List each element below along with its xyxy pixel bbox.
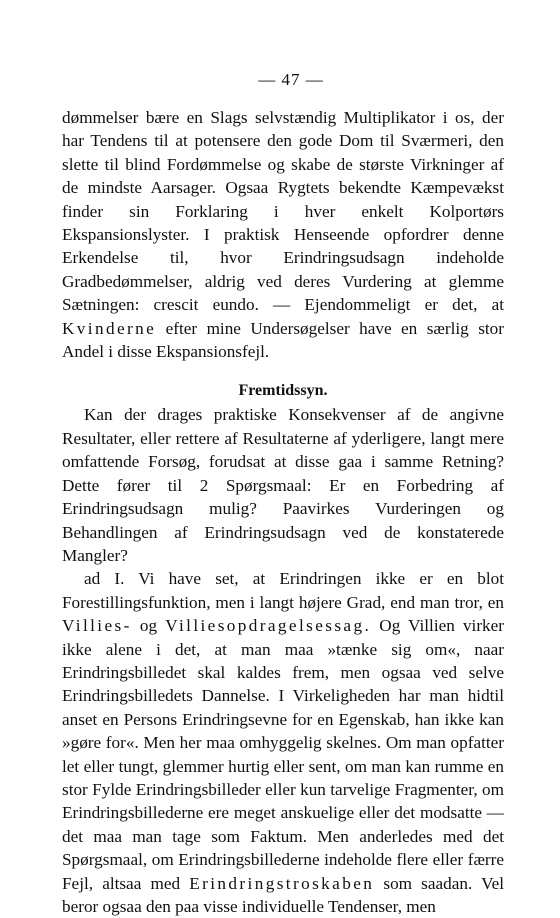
emphasized-word: Villiesopdragelsessag. — [165, 616, 372, 636]
book-page — [62, 70, 504, 918]
paragraph-memory-will — [62, 567, 504, 918]
emphasized-word: Villies- — [62, 616, 132, 636]
paragraph-text: Og Villien virker ikke alene i det, at man maa »tænke sig om«, naar Erindringsbilledet skal kaldes frem, men ogsaa ved selve Erindringsbilledets Dannelse. I Virkeligheden har man hidtil anset en Persons Erindringsevne for en Egenskab, han ikke kan »gøre for«. Men her maa omhyggelig skelnes. Om man opfatter let eller tungt, glemmer hurtig eller sent, om man kan rumme en stor Fylde Erindringsbilleder eller kun tarvelige Fragmenter, om Erindringsbillederne ere meget anskuelige eller det modsatte — det maa man tage som Faktum. Men anderledes med det Spørgsmaal, om Erindringsbillederne indeholde flere eller færre Fejl, altsaa med — [62, 616, 505, 893]
emphasized-word: Erindringstroskaben — [189, 873, 375, 893]
page-number: — 47 — — [258, 70, 324, 89]
paragraph-continued — [62, 106, 504, 363]
paragraph-questions: Kan der drages praktiske Konsekvenser af de angivne Resultater, eller rettere af Resultaterne af yderligere, langt mere omfattende Forsøg, forudsat at disse gaa i samme Retning? Dette fører til 2 Spørgsmaal: Er en Forbedring af Erindringsudsagn mulig? Paavirkes Vurderingen og Behandlingen af Erindringsudsagn ved de konstaterede Mangler? — [62, 405, 504, 565]
emphasized-word: Kvinderne — [62, 318, 157, 338]
paragraph-text: dømmelser bære en Slags selvstændig Multiplikator i os, der har Tendens til at potensere den gode Dom til Sværmeri, den slette til blind Fordømmelse og skabe de største Virkninger af de mindste Aarsager. Ogsaa Rygtets bekendte Kæmpevækst finder sin Forklaring i hver enkelt Kolportørs Ekspansionslyster. I praktisk Henseende opfordrer denne Erkendelse til, hvor Erindringsudsagn indeholde Gradbedømmelser, aldrig ved deres Vurdering at glemme Sætningen: crescit eundo. — Ejendommeligt er det, at — [62, 108, 504, 315]
paragraph-text: ad I. Vi have set, at Erindringen ikke er en blot Forestillingsfunktion, men i langt højere Grad, end man tror, en — [62, 569, 504, 612]
paragraph-text: og — [131, 616, 166, 636]
paragraph-text: som saadan. Vel beror ogsaa den paa visse individuelle Tendenser, men — [62, 873, 504, 916]
section-heading: Fremtidssyn. — [238, 382, 328, 400]
paragraph-text: efter mine Undersøgelser have en særlig stor Andel i disse Ekspansionsfejl. — [62, 318, 504, 362]
